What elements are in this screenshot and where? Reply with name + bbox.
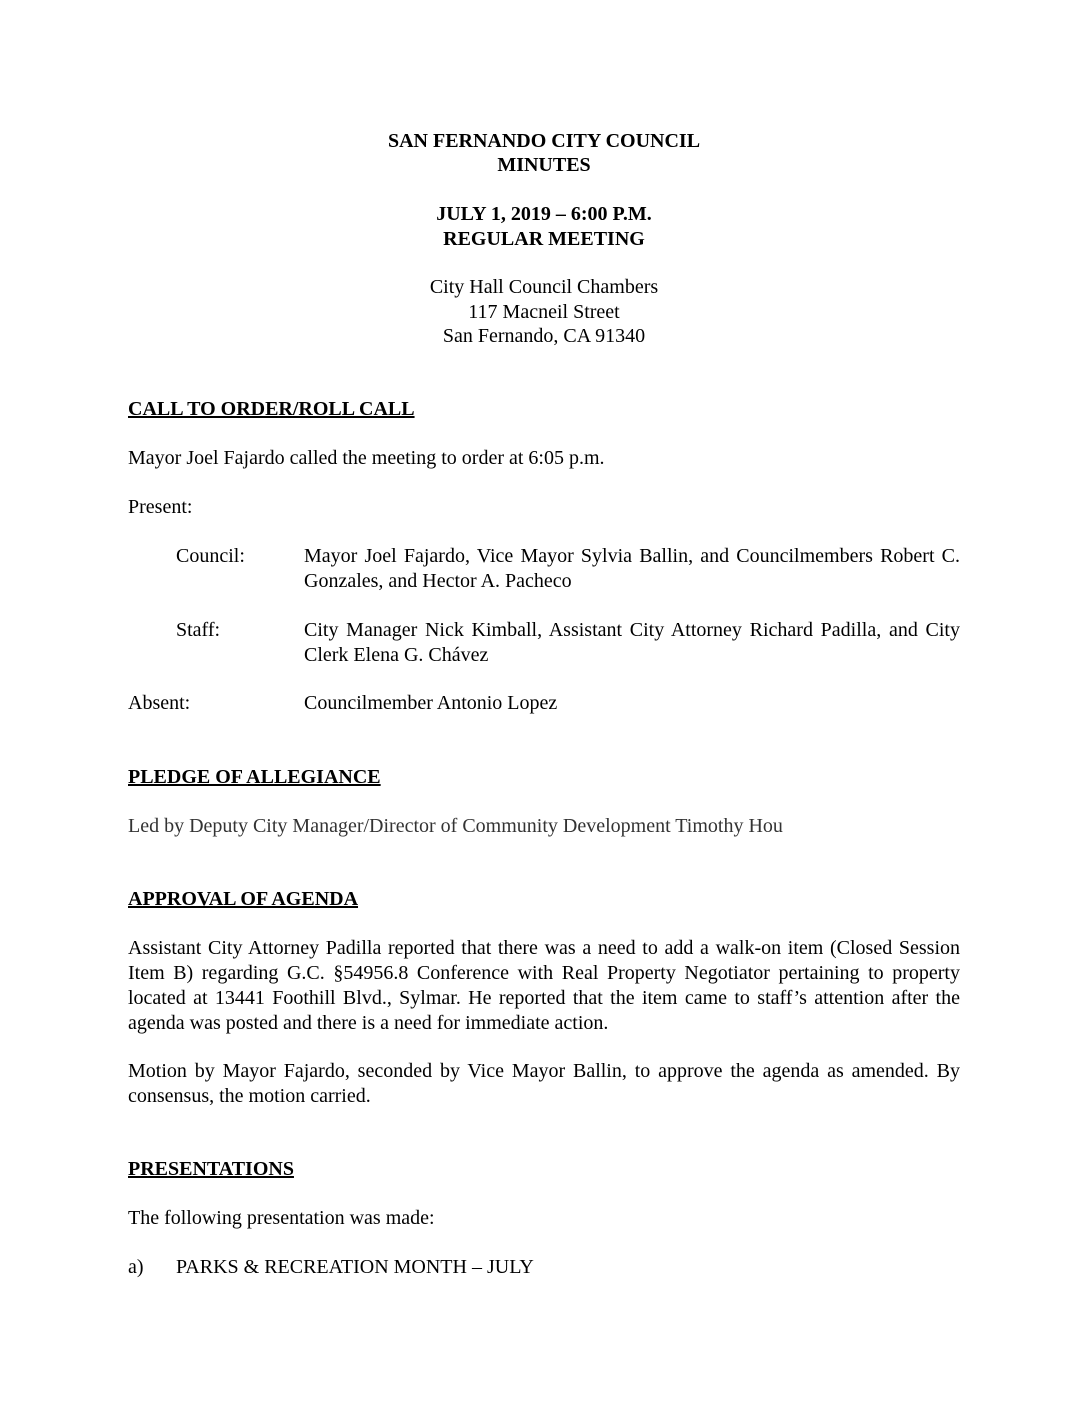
presentation-item-marker: a) xyxy=(128,1256,144,1278)
agenda-paragraph-2: Motion by Mayor Fajardo, seconded by Vice Mayor Ballin, to approve the agenda as amended. By consensus, the motion carried. xyxy=(128,1060,960,1107)
staff-label: Staff: xyxy=(176,619,221,641)
address-line-1: City Hall Council Chambers xyxy=(429,276,659,298)
council-name: SAN FERNANDO CITY COUNCIL xyxy=(387,130,701,152)
council-label: Council: xyxy=(176,545,245,567)
address-line-3: San Fernando, CA 91340 xyxy=(442,325,646,347)
pledge-heading: PLEDGE OF ALLEGIANCE xyxy=(128,766,381,788)
present-label: Present: xyxy=(128,496,193,518)
address-line-2: 117 Macneil Street xyxy=(468,301,620,323)
absent-members: Councilmember Antonio Lopez xyxy=(304,692,558,714)
call-to-order-text: Mayor Joel Fajardo called the meeting to order at 6:05 p.m. xyxy=(128,447,605,469)
document-type: MINUTES xyxy=(497,154,591,176)
meeting-date: JULY 1, 2019 – 6:00 P.M. xyxy=(436,203,652,225)
presentation-item-text: PARKS & RECREATION MONTH – JULY xyxy=(176,1256,534,1278)
presentations-intro: The following presentation was made: xyxy=(128,1207,435,1229)
meeting-type: REGULAR MEETING xyxy=(443,228,645,250)
pledge-text: Led by Deputy City Manager/Director of Community Development Timothy Hou xyxy=(128,815,783,837)
staff-members: City Manager Nick Kimball, Assistant City Attorney Richard Padilla, and City Clerk Elena G. Chávez xyxy=(304,619,960,666)
absent-label: Absent: xyxy=(128,692,191,714)
agenda-heading: APPROVAL OF AGENDA xyxy=(128,888,359,910)
presentations-heading: PRESENTATIONS xyxy=(128,1158,294,1180)
agenda-paragraph-1: Assistant City Attorney Padilla reported that there was a need to add a walk-on item (Closed Session Item B) regarding G.C. §54956.8 Conference with Real Property Negotiator pertaining to property located at 13441 Foothill Blvd., Sylmar. He reported that the item came to staff’s attention after the agenda was posted and there is a need for immediate action. xyxy=(128,937,960,1034)
call-to-order-heading: CALL TO ORDER/ROLL CALL xyxy=(128,398,415,420)
council-members: Mayor Joel Fajardo, Vice Mayor Sylvia Ballin, and Councilmembers Robert C. Gonzales, and Hector A. Pacheco xyxy=(304,545,960,592)
